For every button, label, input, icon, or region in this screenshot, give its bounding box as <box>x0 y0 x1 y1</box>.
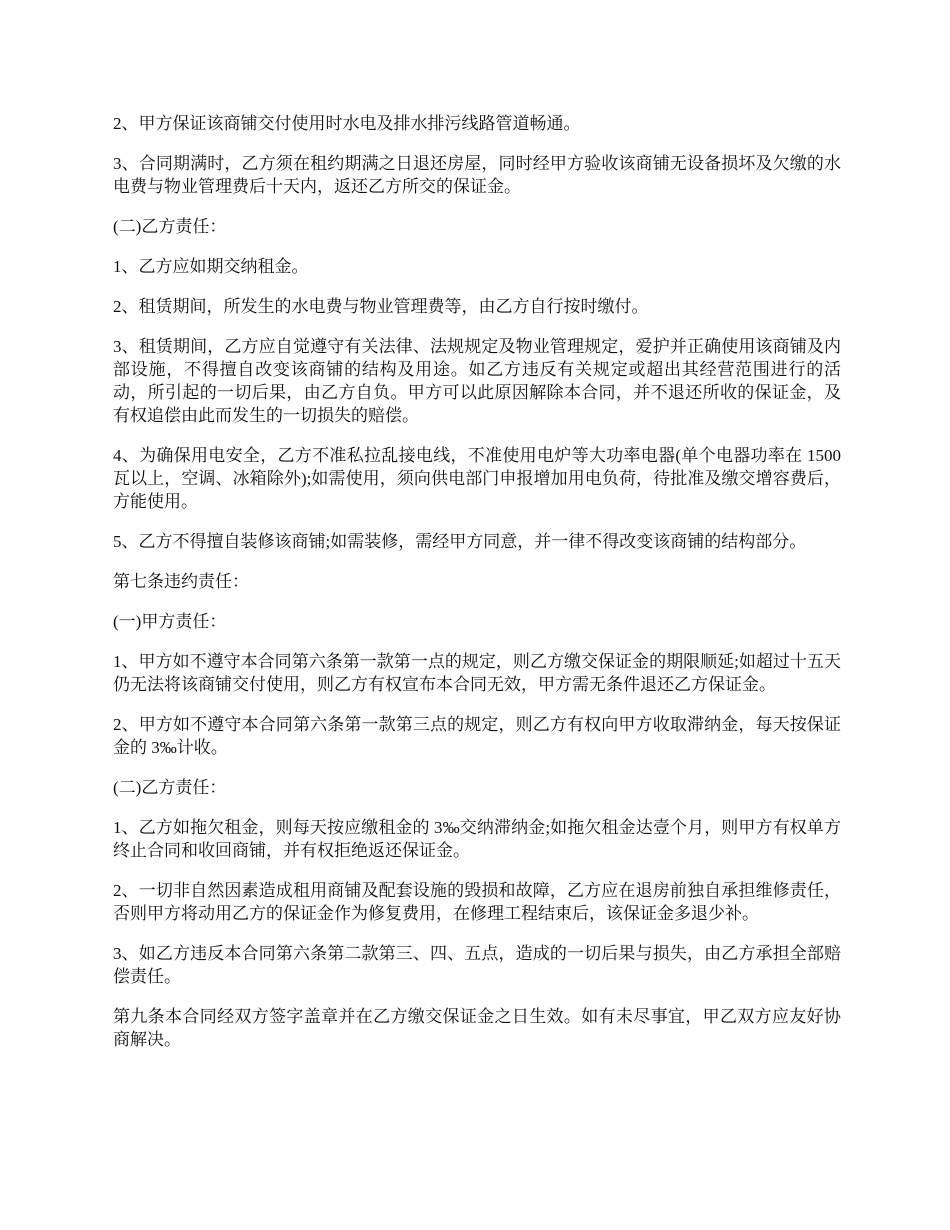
paragraph-1: 2、甲方保证该商铺交付使用时水电及排水排污线路管道畅通。 <box>113 114 581 133</box>
paragraph-8: 5、乙方不得擅自装修该商铺;如需装修，需经甲方同意，并一律不得改变该商铺的结构部分。 <box>113 532 807 551</box>
paragraph-6: 3、租赁期间，乙方应自觉遵守有关法律、法规规定及物业管理规定，爱护并正确使用该商铺及内部设施，不得擅自改变该商铺的结构及用途。如乙方违反有关规定或超出其经营范围进行的活动，所引起的一切后果，由乙方自负。甲方可以此原因解除本合同，并不退还所收的保证金，及有权追偿由此而发生的一切损失的赔偿。 <box>113 337 841 425</box>
article-nine-paragraph: 第九条本合同经双方签字盖章并在乙方缴交保证金之日生效。如有未尽事宜，甲乙双方应友好协商解决。 <box>113 1007 841 1049</box>
paragraph-11: 1、甲方如不遵守本合同第六条第一款第一点的规定，则乙方缴交保证金的期限顺延;如超过十五天仍无法将该商铺交付使用，则乙方有权宣布本合同无效，甲方需无条件退还乙方保证金。 <box>113 652 841 694</box>
section-heading-party-b-duties: (二)乙方责任： <box>113 217 227 236</box>
paragraph-12: 2、甲方如不遵守本合同第六条第一款第三点的规定，则乙方有权向甲方收取滞纳金，每天按保证金的 3‰计收。 <box>113 715 841 757</box>
paragraph-2: 3、合同期满时，乙方须在租约期满之日退还房屋，同时经甲方验收该商铺无设备损坏及欠缴的水电费与物业管理费后十天内，返还乙方所交的保证金。 <box>113 154 841 196</box>
section-heading-party-b-liability: (二)乙方责任： <box>113 778 227 797</box>
paragraph-14: 1、乙方如拖欠租金，则每天按应缴租金的 3‰交纳滞纳金;如拖欠租金达壹个月，则甲方有权单方终止合同和收回商铺，并有权拒绝返还保证金。 <box>113 818 841 860</box>
document-page <box>113 112 841 1068</box>
paragraph-7: 4、为确保用电安全，乙方不准私拉乱接电线，不准使用电炉等大功率电器(单个电器功率在 1500 瓦以上，空调、冰箱除外);如需使用，须向供电部门申报增加用电负荷，待批准及缴交增容费后，方能使用。 <box>113 446 841 511</box>
section-heading-party-a-liability: (一)甲方责任： <box>113 612 227 631</box>
article-seven-heading: 第七条违约责任： <box>113 572 249 591</box>
paragraph-15: 2、一切非自然因素造成租用商铺及配套设施的毁损和故障，乙方应在退房前独自承担维修责任，否则甲方将动用乙方的保证金作为修复费用，在修理工程结束后，该保证金多退少补。 <box>113 881 841 923</box>
paragraph-5: 2、租赁期间，所发生的水电费与物业管理费等，由乙方自行按时缴付。 <box>113 297 649 316</box>
paragraph-16: 3、如乙方违反本合同第六条第二款第三、四、五点，造成的一切后果与损失，由乙方承担全部赔偿责任。 <box>113 944 841 986</box>
paragraph-4: 1、乙方应如期交纳租金。 <box>113 257 309 276</box>
